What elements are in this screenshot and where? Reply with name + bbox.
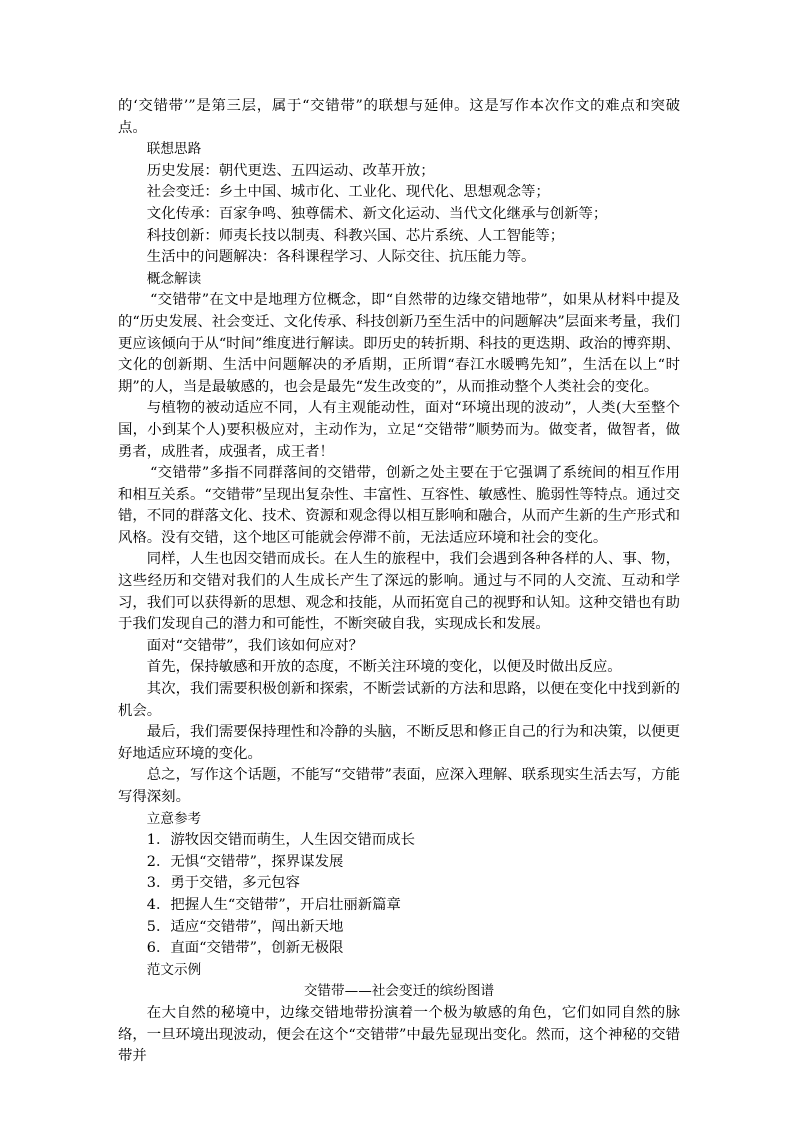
- list-item: 5．适应“交错带”，闯出新天地: [146, 918, 344, 935]
- body-paragraph: 总之，写作这个话题，不能写“交错带”表面，应深入理解、联系现实生活去写，方能写得深刻。: [118, 767, 680, 805]
- body-paragraph: 与植物的被动适应不同，人有主观能动性，面对“环境出现的波动”，人类(大至整个国，小到某个人)要积极应对，主动作为，立足“交错带”顺势而为。做变者，做智者，做勇者，成胜者，成强者，成王者！: [118, 400, 680, 460]
- section-heading-lianxiang: 联想思路: [146, 141, 202, 158]
- section-heading-gainian: 概念解读: [146, 270, 202, 287]
- section-heading-liyi: 立意参考: [146, 810, 202, 827]
- essay-title: 交错带——社会变迁的缤纷图谱: [303, 983, 495, 1000]
- list-item: 历史发展：朝代更迭、五四运动、改革开放；: [146, 162, 435, 179]
- body-paragraph: 同样，人生也因交错而成长。在人生的旅程中，我们会遇到各种各样的人、事、物，这些经历和交错对我们的人生成长产生了深远的影响。通过与不同的人交流、互动和学习，我们可以获得新的思想、观念和技能，从而拓宽自己的视野和认知。这种交错也有助于我们发现自己的潜力和可能性，不断突破自我，实现成长和发展。: [118, 551, 680, 633]
- list-item: 2．无惧“交错带”，探界谋发展: [146, 853, 344, 870]
- list-item: 文化传承：百家争鸣、独尊儒术、新文化运动、当代文化继承与创新等；: [146, 205, 608, 222]
- intro-paragraph: 的‘交错带’”是第三层，属于“交错带”的联想与延伸。这是写作本次作文的难点和突破点。: [118, 98, 680, 136]
- body-paragraph: 首先，保持敏感和开放的态度，不断关注环境的变化，以便及时做出反应。: [146, 659, 622, 676]
- document-body: [118, 96, 680, 1068]
- body-paragraph: 面对“交错带”，我们该如何应对？: [146, 637, 363, 654]
- list-item: 生活中的问题解决：各科课程学习、人际交往、抗压能力等。: [146, 249, 536, 266]
- list-item: 4．把握人生“交错带”，开启壮丽新篇章: [146, 896, 401, 913]
- body-paragraph: 最后，我们需要保持理性和冷静的头脑，不断反思和修正自己的行为和决策，以便更好地适应环境的变化。: [118, 724, 680, 762]
- body-paragraph: “交错带”在文中是地理方位概念，即“自然带的边缘交错地带”，如果从材料中提及的“历史发展、社会变迁、文化传承、科技创新乃至生活中的问题解决”层面来考量，我们更应该倾向于从“时间”维度进行解读。即历史的转折期、科技的更迭期、政治的博弈期、文化的创新期、生活中问题解决的矛盾期，正所谓“春江水暖鸭先知”，生活在以上“时期”的人，当是最敏感的，也会是最先“发生改变的”，从而推动整个人类社会的变化。: [118, 292, 680, 395]
- list-item: 社会变迁：乡土中国、城市化、工业化、现代化、思想观念等；: [146, 184, 550, 201]
- body-paragraph: 其次，我们需要积极创新和探索，不断尝试新的方法和思路，以便在变化中找到新的机会。: [118, 681, 680, 719]
- essay-paragraph: 在大自然的秘境中，边缘交错地带扮演着一个极为敏感的角色，它们如同自然的脉络，一旦环境出现波动，便会在这个“交错带”中最先显现出变化。然而，这个神秘的交错带并: [118, 1004, 680, 1065]
- list-item: 3．勇于交错，多元包容: [146, 875, 300, 892]
- body-paragraph: “交错带”多指不同群落间的交错带，创新之处主要在于它强调了系统间的相互作用和相互关系。“交错带”呈现出复杂性、丰富性、互容性、敏感性、脆弱性等特点。通过交错，不同的群落文化、技术、资源和观念得以相互影响和融合，从而产生新的生产形式和风格。没有交错，这个地区可能就会停滞不前，无法适应环境和社会的变化。: [118, 465, 680, 546]
- list-item: 科技创新：师夷长技以制夷、科教兴国、芯片系统、人工智能等；: [146, 227, 565, 244]
- list-item: 1．游牧因交错而萌生，人生因交错而成长: [146, 832, 415, 849]
- list-item: 6．直面“交错带”，创新无极限: [146, 940, 344, 957]
- section-heading-fanwen: 范文示例: [146, 961, 202, 978]
